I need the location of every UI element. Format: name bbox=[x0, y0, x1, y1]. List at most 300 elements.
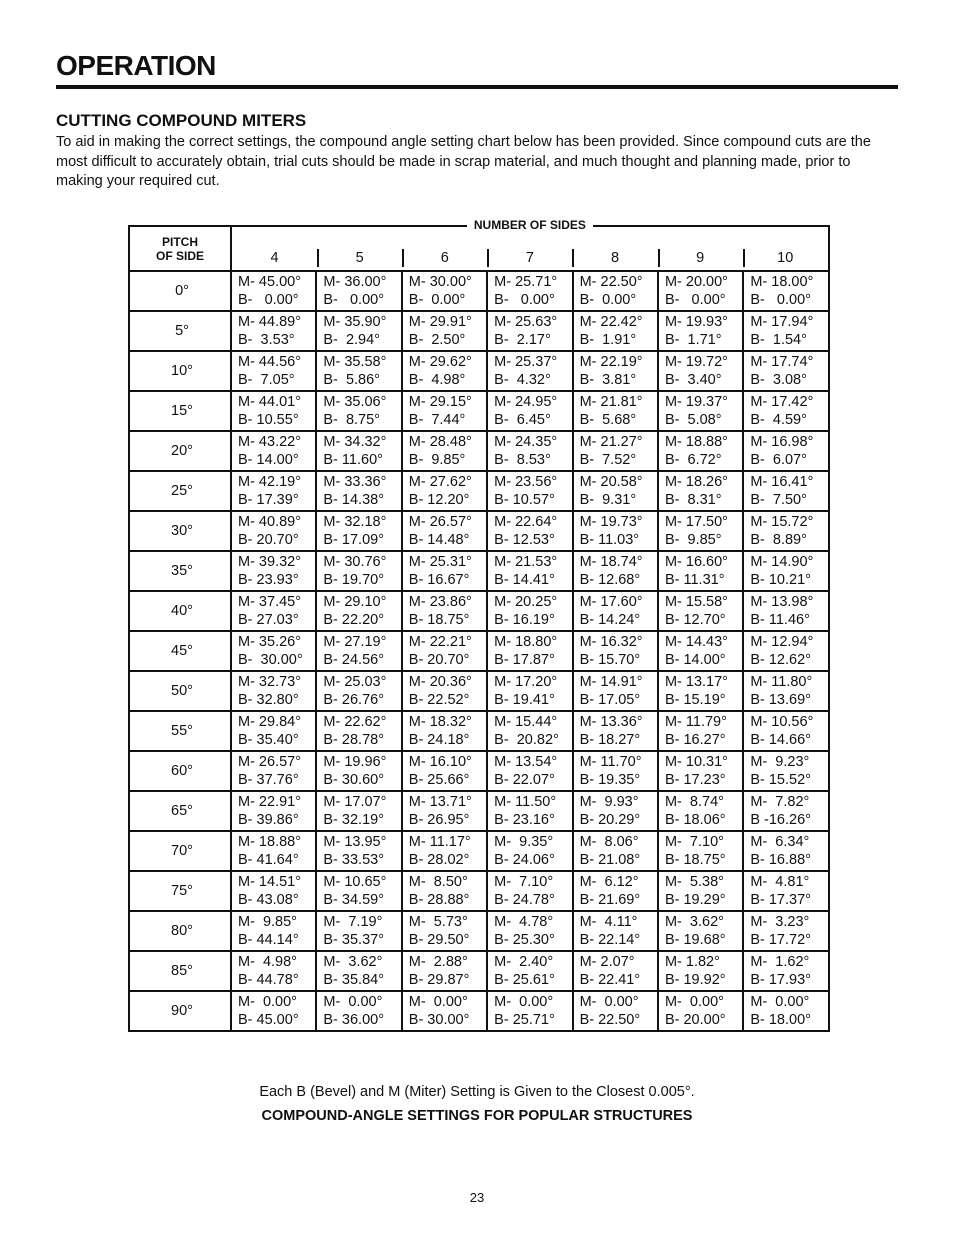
bevel-setting: B- 45.00° bbox=[238, 1012, 299, 1028]
miter-setting: M- 8.50° bbox=[408, 873, 468, 890]
bevel-setting: B- 17.09° bbox=[323, 532, 385, 548]
miter-setting: M- 21.27° bbox=[579, 433, 643, 450]
pitch-angle: 35° bbox=[171, 563, 193, 579]
setting-cell bbox=[743, 871, 828, 911]
pitch-angle: 85° bbox=[171, 963, 193, 979]
side-count-7: 7 bbox=[487, 249, 572, 267]
setting-cell bbox=[402, 431, 487, 471]
setting-cell bbox=[658, 791, 743, 831]
setting-cell bbox=[743, 631, 828, 671]
pitch-angle-cell bbox=[129, 671, 231, 711]
setting-cell bbox=[402, 551, 487, 591]
setting-cell bbox=[316, 471, 401, 511]
setting-cell bbox=[402, 791, 487, 831]
bevel-setting: B- 19.70° bbox=[323, 572, 385, 588]
bevel-setting: B- 37.76° bbox=[238, 772, 299, 788]
miter-setting: M- 17.20° bbox=[494, 673, 558, 690]
bevel-setting: B- 43.08° bbox=[238, 892, 299, 908]
setting-cell bbox=[316, 911, 401, 951]
miter-setting: M- 9.93° bbox=[579, 793, 639, 810]
miter-setting: M- 16.60° bbox=[664, 553, 728, 570]
pitch-angle: 55° bbox=[171, 723, 193, 739]
side-count-10: 10 bbox=[743, 249, 828, 267]
setting-cell bbox=[316, 391, 401, 431]
bevel-setting: B- 7.44° bbox=[408, 412, 466, 428]
miter-setting: M- 36.00° bbox=[323, 273, 387, 290]
bevel-setting: B- 18.06° bbox=[664, 812, 726, 828]
miter-setting: M- 2.07° bbox=[579, 953, 635, 970]
bevel-setting: B- 28.02° bbox=[408, 852, 470, 868]
setting-cell bbox=[402, 631, 487, 671]
bevel-setting: B- 4.32° bbox=[494, 372, 551, 388]
miter-setting: M- 45.00° bbox=[238, 273, 302, 290]
setting-cell bbox=[316, 991, 401, 1031]
setting-cell bbox=[487, 671, 572, 711]
miter-setting: M- 17.42° bbox=[750, 393, 814, 410]
pitch-angle: 25° bbox=[171, 483, 193, 499]
setting-cell bbox=[743, 471, 828, 511]
bevel-setting: B- 12.53° bbox=[494, 532, 555, 548]
setting-cell bbox=[231, 871, 316, 911]
bevel-setting: B- 22.50° bbox=[579, 1012, 641, 1028]
pitch-angle-cell bbox=[129, 951, 231, 991]
miter-setting: M- 19.96° bbox=[323, 753, 387, 770]
miter-setting: M- 19.72° bbox=[664, 353, 728, 370]
miter-setting: M- 18.32° bbox=[408, 713, 472, 730]
bevel-setting: B- 9.85° bbox=[664, 532, 722, 548]
setting-cell bbox=[487, 871, 572, 911]
pitch-angle-cell bbox=[129, 751, 231, 791]
table-row bbox=[129, 911, 829, 951]
page-number: 23 bbox=[469, 1190, 485, 1205]
setting-cell bbox=[573, 791, 658, 831]
setting-cell bbox=[402, 351, 487, 391]
setting-cell bbox=[658, 951, 743, 991]
bevel-setting: B- 19.68° bbox=[664, 932, 726, 948]
setting-cell bbox=[231, 551, 316, 591]
setting-cell bbox=[231, 911, 316, 951]
setting-cell bbox=[487, 391, 572, 431]
pitch-angle: 50° bbox=[171, 683, 193, 699]
bevel-setting: B- 22.41° bbox=[579, 972, 641, 988]
miter-setting: M- 7.82° bbox=[750, 793, 810, 810]
setting-cell bbox=[658, 911, 743, 951]
setting-cell bbox=[487, 911, 572, 951]
miter-setting: M- 18.00° bbox=[750, 273, 814, 290]
setting-cell bbox=[487, 991, 572, 1031]
setting-cell bbox=[402, 831, 487, 871]
miter-setting: M- 27.62° bbox=[408, 473, 472, 490]
table-row bbox=[129, 951, 829, 991]
bevel-setting: B- 25.71° bbox=[494, 1012, 555, 1028]
miter-setting: M- 16.10° bbox=[408, 753, 472, 770]
setting-cell bbox=[743, 711, 828, 751]
miter-setting: M- 44.01° bbox=[238, 393, 302, 410]
miter-setting: M- 0.00° bbox=[323, 993, 383, 1010]
bevel-setting: B- 12.68° bbox=[579, 572, 641, 588]
setting-cell bbox=[658, 551, 743, 591]
page-title: OPERATION bbox=[56, 50, 216, 81]
miter-setting: M- 32.73° bbox=[238, 673, 302, 690]
miter-setting: M- 20.36° bbox=[408, 673, 472, 690]
bevel-setting: B- 17.37° bbox=[750, 892, 811, 908]
table-row bbox=[129, 831, 829, 871]
bevel-setting: B- 19.35° bbox=[579, 772, 641, 788]
bevel-setting: B- 11.60° bbox=[323, 452, 383, 468]
bevel-setting: B- 34.59° bbox=[323, 892, 385, 908]
setting-cell bbox=[573, 551, 658, 591]
bevel-setting: B- 22.14° bbox=[579, 932, 641, 948]
bevel-setting: B- 25.61° bbox=[494, 972, 555, 988]
setting-cell bbox=[573, 871, 658, 911]
miter-setting: M- 21.81° bbox=[579, 393, 643, 410]
pitch-angle-cell bbox=[129, 551, 231, 591]
setting-cell bbox=[743, 791, 828, 831]
setting-cell bbox=[573, 911, 658, 951]
setting-cell bbox=[316, 311, 401, 351]
bevel-setting: B- 8.75° bbox=[323, 412, 380, 428]
bevel-setting: B- 18.27° bbox=[579, 732, 641, 748]
miter-setting: M- 25.31° bbox=[408, 553, 472, 570]
pitch-angle-cell bbox=[129, 871, 231, 911]
bevel-setting: B- 20.82° bbox=[494, 732, 559, 748]
miter-setting: M- 0.00° bbox=[494, 993, 554, 1010]
setting-cell bbox=[316, 551, 401, 591]
setting-cell bbox=[743, 271, 828, 311]
setting-cell bbox=[231, 431, 316, 471]
miter-setting: M- 18.88° bbox=[238, 833, 302, 850]
miter-setting: M- 10.65° bbox=[323, 873, 387, 890]
bevel-setting: B- 3.40° bbox=[664, 372, 722, 388]
setting-cell bbox=[487, 551, 572, 591]
miter-setting: M- 11.17° bbox=[408, 833, 471, 850]
bevel-setting: B- 44.14° bbox=[238, 932, 299, 948]
setting-cell bbox=[316, 671, 401, 711]
bevel-setting: B- 35.40° bbox=[238, 732, 299, 748]
bevel-setting: B- 1.91° bbox=[579, 332, 637, 348]
setting-cell bbox=[573, 991, 658, 1031]
miter-setting: M- 20.58° bbox=[579, 473, 643, 490]
side-count-list bbox=[232, 249, 828, 267]
table-row bbox=[129, 391, 829, 431]
bevel-setting: B- 13.69° bbox=[750, 692, 811, 708]
bevel-setting: B- 23.93° bbox=[238, 572, 299, 588]
bevel-setting: B- 12.70° bbox=[664, 612, 726, 628]
table-row bbox=[129, 471, 829, 511]
miter-setting: M- 25.03° bbox=[323, 673, 387, 690]
table-row bbox=[129, 791, 829, 831]
setting-cell bbox=[658, 391, 743, 431]
bevel-setting: B- 11.03° bbox=[579, 532, 640, 548]
bevel-setting: B- 7.50° bbox=[750, 492, 807, 508]
setting-cell bbox=[487, 431, 572, 471]
miter-setting: M- 28.48° bbox=[408, 433, 472, 450]
bevel-setting: B- 30.00° bbox=[408, 1012, 470, 1028]
bevel-setting: B- 9.85° bbox=[408, 452, 466, 468]
bevel-setting: B- 7.52° bbox=[579, 452, 637, 468]
setting-cell bbox=[573, 631, 658, 671]
miter-setting: M- 16.98° bbox=[750, 433, 814, 450]
bevel-setting: B- 14.41° bbox=[494, 572, 555, 588]
setting-cell bbox=[573, 751, 658, 791]
setting-cell bbox=[743, 751, 828, 791]
table-row bbox=[129, 511, 829, 551]
miter-setting: M- 9.35° bbox=[494, 833, 554, 850]
pitch-angle: 15° bbox=[171, 403, 193, 419]
setting-cell bbox=[658, 711, 743, 751]
pitch-angle-cell bbox=[129, 351, 231, 391]
pitch-angle: 65° bbox=[171, 803, 193, 819]
setting-cell bbox=[316, 751, 401, 791]
bevel-setting: B- 18.75° bbox=[664, 852, 726, 868]
bevel-setting: B- 0.00° bbox=[323, 292, 384, 308]
miter-setting: M- 11.80° bbox=[750, 673, 813, 690]
bevel-setting: B- 14.66° bbox=[750, 732, 811, 748]
miter-setting: M- 33.36° bbox=[323, 473, 387, 490]
bevel-setting: B- 1.71° bbox=[664, 332, 722, 348]
miter-setting: M- 26.57° bbox=[408, 513, 472, 530]
miter-setting: M- 22.21° bbox=[408, 633, 472, 650]
setting-cell bbox=[231, 831, 316, 871]
setting-cell bbox=[658, 431, 743, 471]
setting-cell bbox=[231, 951, 316, 991]
bevel-setting: B- 30.60° bbox=[323, 772, 385, 788]
setting-cell bbox=[402, 271, 487, 311]
miter-setting: M- 18.74° bbox=[579, 553, 643, 570]
setting-cell bbox=[658, 631, 743, 671]
bevel-setting: B- 14.00° bbox=[238, 452, 299, 468]
setting-cell bbox=[231, 671, 316, 711]
setting-cell bbox=[743, 671, 828, 711]
miter-setting: M- 23.56° bbox=[494, 473, 558, 490]
bevel-setting: B- 18.00° bbox=[750, 1012, 811, 1028]
miter-setting: M- 4.11° bbox=[579, 913, 638, 930]
miter-setting: M- 34.32° bbox=[323, 433, 387, 450]
miter-setting: M- 19.93° bbox=[664, 313, 728, 330]
bevel-setting: B- 15.52° bbox=[750, 772, 811, 788]
side-count-8: 8 bbox=[572, 249, 657, 267]
bevel-setting: B- 11.31° bbox=[664, 572, 725, 588]
table-row bbox=[129, 551, 829, 591]
miter-setting: M- 13.71° bbox=[408, 793, 472, 810]
pitch-angle-cell bbox=[129, 311, 231, 351]
table-row bbox=[129, 991, 829, 1031]
miter-setting: M- 15.72° bbox=[750, 513, 814, 530]
bevel-setting: B -16.26° bbox=[750, 812, 811, 828]
miter-setting: M- 13.36° bbox=[579, 713, 643, 730]
table-header-row bbox=[129, 226, 829, 271]
miter-setting: M- 14.90° bbox=[750, 553, 814, 570]
setting-cell bbox=[231, 351, 316, 391]
miter-setting: M- 7.10° bbox=[494, 873, 554, 890]
bevel-setting: B- 29.50° bbox=[408, 932, 470, 948]
miter-setting: M- 35.90° bbox=[323, 313, 387, 330]
miter-setting: M- 7.19° bbox=[323, 913, 383, 930]
intro-paragraph: To aid in making the correct settings, the compound angle setting chart below has been provided. Since compound cuts are the most difficult to accurately obtain, trial cuts should be made in scrap material, and much thought and planning made, prior to making your required cut. bbox=[56, 134, 871, 189]
miter-setting: M- 37.45° bbox=[238, 593, 302, 610]
bevel-setting: B- 2.50° bbox=[408, 332, 466, 348]
setting-cell bbox=[573, 831, 658, 871]
bevel-setting: B- 0.00° bbox=[408, 292, 466, 308]
setting-cell bbox=[487, 631, 572, 671]
setting-cell bbox=[487, 511, 572, 551]
miter-setting: M- 44.89° bbox=[238, 313, 302, 330]
setting-cell bbox=[231, 791, 316, 831]
pitch-angle: 20° bbox=[171, 443, 193, 459]
setting-cell bbox=[487, 711, 572, 751]
miter-setting: M- 13.54° bbox=[494, 753, 558, 770]
bevel-setting: B- 22.07° bbox=[494, 772, 555, 788]
setting-cell bbox=[658, 591, 743, 631]
pitch-header-line: PITCH bbox=[162, 234, 198, 249]
bevel-setting: B- 17.93° bbox=[750, 972, 811, 988]
pitch-angle-cell bbox=[129, 271, 231, 311]
setting-cell bbox=[573, 271, 658, 311]
miter-setting: M- 26.57° bbox=[238, 753, 302, 770]
miter-setting: M- 17.60° bbox=[579, 593, 643, 610]
pitch-angle-cell bbox=[129, 831, 231, 871]
bevel-setting: B- 10.21° bbox=[750, 572, 811, 588]
title-rule bbox=[56, 85, 898, 89]
setting-cell bbox=[487, 471, 572, 511]
pitch-header-line: OF SIDE bbox=[155, 248, 204, 263]
miter-setting: M- 35.26° bbox=[238, 633, 302, 650]
compound-angle-table bbox=[128, 218, 830, 1032]
bevel-setting: B- 14.38° bbox=[323, 492, 385, 508]
miter-setting: M- 6.12° bbox=[579, 873, 639, 890]
bevel-setting: B- 4.59° bbox=[750, 412, 807, 428]
pitch-angle: 40° bbox=[171, 603, 193, 619]
setting-cell bbox=[316, 591, 401, 631]
setting-cell bbox=[402, 311, 487, 351]
bevel-setting: B- 17.23° bbox=[664, 772, 726, 788]
table-caption: COMPOUND-ANGLE SETTINGS FOR POPULAR STRUCTURES bbox=[261, 1108, 693, 1124]
setting-cell bbox=[743, 991, 828, 1031]
miter-setting: M- 40.89° bbox=[238, 513, 302, 530]
miter-setting: M- 8.74° bbox=[664, 793, 724, 810]
side-count-5: 5 bbox=[317, 249, 402, 267]
miter-setting: M- 4.81° bbox=[750, 873, 810, 890]
setting-cell bbox=[573, 431, 658, 471]
pitch-angle: 30° bbox=[171, 523, 193, 539]
miter-setting: M- 16.41° bbox=[750, 473, 814, 490]
bevel-setting: B- 24.56° bbox=[323, 652, 385, 668]
bevel-setting: B- 20.70° bbox=[408, 652, 470, 668]
miter-setting: M- 11.50° bbox=[494, 793, 557, 810]
bevel-setting: B- 3.81° bbox=[579, 372, 637, 388]
setting-cell bbox=[316, 791, 401, 831]
miter-setting: M- 29.15° bbox=[408, 393, 472, 410]
pitch-angle-cell bbox=[129, 991, 231, 1031]
bevel-setting: B- 25.66° bbox=[408, 772, 470, 788]
bevel-setting: B- 6.07° bbox=[750, 452, 807, 468]
miter-setting: M- 10.31° bbox=[664, 753, 728, 770]
setting-cell bbox=[487, 751, 572, 791]
miter-setting: M- 17.74° bbox=[750, 353, 814, 370]
pitch-angle-cell bbox=[129, 911, 231, 951]
bevel-setting: B- 3.53° bbox=[238, 332, 295, 348]
bevel-setting: B- 10.55° bbox=[238, 412, 299, 428]
miter-setting: M- 42.19° bbox=[238, 473, 302, 490]
bevel-setting: B- 4.98° bbox=[408, 372, 466, 388]
setting-cell bbox=[402, 711, 487, 751]
setting-cell bbox=[316, 831, 401, 871]
table-body bbox=[129, 271, 829, 1031]
bevel-setting: B- 39.86° bbox=[238, 812, 299, 828]
miter-setting: M- 17.07° bbox=[323, 793, 387, 810]
miter-setting: M- 15.44° bbox=[494, 713, 558, 730]
bevel-setting: B- 19.29° bbox=[664, 892, 726, 908]
side-count-9: 9 bbox=[658, 249, 743, 267]
bevel-setting: B- 14.00° bbox=[664, 652, 726, 668]
setting-cell bbox=[402, 391, 487, 431]
setting-cell bbox=[743, 431, 828, 471]
table-row bbox=[129, 751, 829, 791]
bevel-setting: B- 3.08° bbox=[750, 372, 807, 388]
side-count-6: 6 bbox=[402, 249, 487, 267]
miter-setting: M- 6.34° bbox=[750, 833, 810, 850]
side-count-4: 4 bbox=[270, 250, 279, 266]
bevel-setting: B- 11.46° bbox=[750, 612, 810, 628]
setting-cell bbox=[573, 951, 658, 991]
bevel-setting: B- 25.30° bbox=[494, 932, 555, 948]
bevel-setting: B- 20.70° bbox=[238, 532, 299, 548]
setting-cell bbox=[316, 431, 401, 471]
miter-setting: M- 3.62° bbox=[664, 913, 724, 930]
setting-cell bbox=[743, 591, 828, 631]
bevel-setting: B- 14.48° bbox=[408, 532, 470, 548]
table-row bbox=[129, 591, 829, 631]
setting-cell bbox=[402, 751, 487, 791]
bevel-setting: B- 44.78° bbox=[238, 972, 299, 988]
miter-setting: M- 27.19° bbox=[323, 633, 387, 650]
setting-cell bbox=[231, 751, 316, 791]
miter-setting: M- 20.25° bbox=[494, 593, 558, 610]
miter-setting: M- 14.43° bbox=[664, 633, 728, 650]
bevel-setting: B- 7.05° bbox=[238, 372, 295, 388]
setting-cell bbox=[316, 511, 401, 551]
bevel-setting: B- 30.00° bbox=[238, 652, 303, 668]
miter-setting: M- 2.40° bbox=[494, 953, 554, 970]
miter-setting: M- 20.00° bbox=[664, 273, 728, 290]
setting-cell bbox=[658, 831, 743, 871]
miter-setting: M- 16.32° bbox=[579, 633, 643, 650]
miter-setting: M- 17.50° bbox=[664, 513, 728, 530]
bevel-setting: B- 5.86° bbox=[323, 372, 380, 388]
setting-cell bbox=[743, 511, 828, 551]
bevel-setting: B- 15.19° bbox=[664, 692, 726, 708]
section-heading: CUTTING COMPOUND MITERS bbox=[56, 111, 307, 130]
setting-cell bbox=[573, 511, 658, 551]
setting-cell bbox=[743, 351, 828, 391]
miter-setting: M- 24.35° bbox=[494, 433, 558, 450]
miter-setting: M- 4.78° bbox=[494, 913, 554, 930]
bevel-setting: B- 0.00° bbox=[238, 292, 299, 308]
setting-cell bbox=[231, 511, 316, 551]
miter-setting: M- 0.00° bbox=[408, 993, 468, 1010]
setting-cell bbox=[743, 831, 828, 871]
miter-setting: M- 5.38° bbox=[664, 873, 724, 890]
setting-cell bbox=[316, 351, 401, 391]
bevel-setting: B- 2.17° bbox=[494, 332, 551, 348]
bevel-setting: B- 19.41° bbox=[494, 692, 555, 708]
bevel-setting: B- 14.24° bbox=[579, 612, 641, 628]
bevel-setting: B- 1.54° bbox=[750, 332, 807, 348]
pitch-angle: 0° bbox=[175, 283, 189, 299]
bevel-setting: B- 10.57° bbox=[494, 492, 555, 508]
setting-cell bbox=[658, 271, 743, 311]
setting-cell bbox=[231, 271, 316, 311]
